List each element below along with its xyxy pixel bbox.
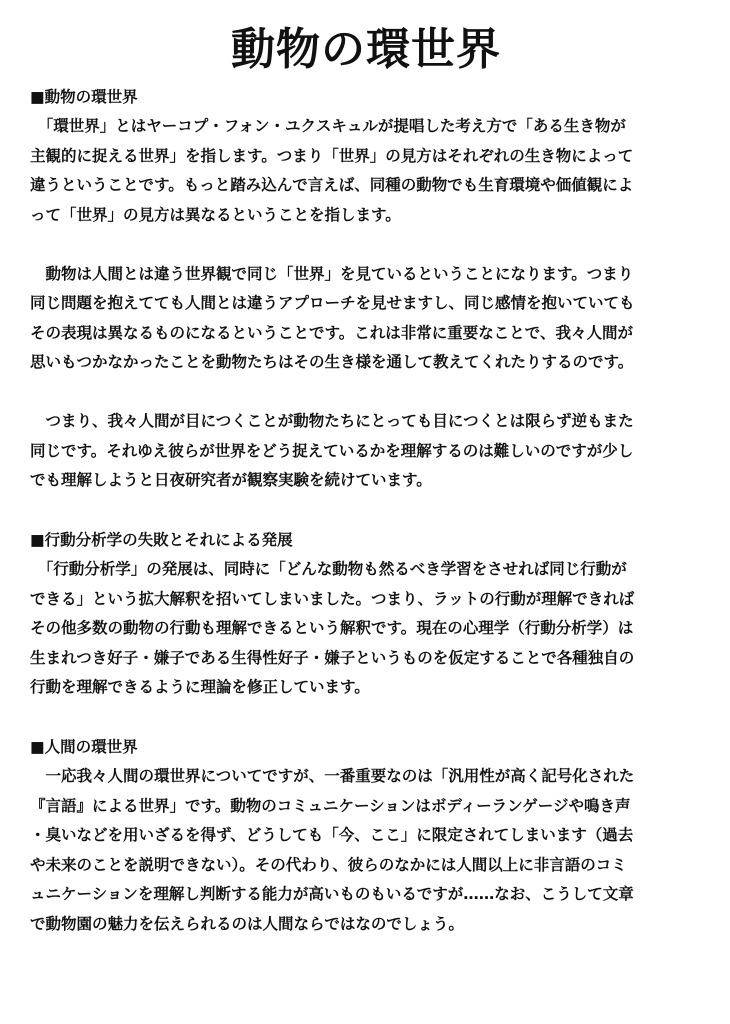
text-line: 違うということです。もっと踏み込んで言えば、同種の動物でも生育環境や価値観によ (30, 176, 634, 194)
text-line: で動物園の魅力を伝えられるのは人間ならではなのでしょう。 (30, 914, 464, 933)
section-heading: ■人間の環世界 (30, 738, 138, 756)
text-line: って「世界」の見方は異なるということを指します。 (30, 205, 401, 224)
paragraph (30, 555, 702, 703)
text-line: や未来のことを説明できない）。その代わり、彼らのなかには人間以上に非言語のコミ (30, 855, 627, 874)
paragraph (30, 407, 702, 496)
text-line: 思いもつかなかったことを動物たちはその生き様を通して教えてくれたりするのです。 (30, 353, 634, 371)
text-line: ュニケーションを理解し判断する能力が高いものもいるですが……なお、こうして文章 (30, 885, 634, 903)
paragraph-spacer (30, 703, 702, 733)
text-line: 「環世界」とはヤーコプ・フォン・ユクスキュルが提唱した考え方で「ある生き物が (30, 117, 626, 135)
section-heading: ■行動分析学の失敗とそれによる発展 (30, 531, 293, 549)
page-title: 動物の環世界 (231, 24, 501, 75)
text-line: つまり、我々人間が目につくことが動物たちにとっても目につくとは限らず逆もまた (30, 412, 634, 430)
text-line: できる」という拡大解釈を招いてしまいました。つまり、ラットの行動が理解できれば (30, 589, 635, 608)
text-line: 『言語』による世界」です。動物のコミュニケーションはボディーランゲージや鳴き声 (30, 796, 631, 815)
text-line: その表現は異なるものになるということです。これは非常に重要なことで、我々人間が (30, 323, 633, 342)
section-human-umwelt (30, 732, 702, 939)
section-heading: ■動物の環世界 (30, 88, 138, 106)
section-animal-umwelt (30, 82, 702, 525)
text-line: 同じ問題を抱えてても人間とは違うアプローチを見せますし、同じ感情を抱いていても (30, 294, 635, 312)
paragraph (30, 260, 702, 378)
text-line: 一応我々人間の環世界についてですが、一番重要なのは「汎用性が高く記号化された (30, 767, 635, 785)
text-line: でも理解しようと日夜研究者が観察実験を続けています。 (30, 471, 432, 489)
text-line: 主観的に捉える世界」を指します。つまり「世界」の見方はそれぞれの生き物によって (30, 146, 634, 165)
paragraph-spacer (30, 378, 702, 408)
paragraph (30, 762, 702, 939)
text-line: 生まれつき好子・嫌子である生得性好子・嫌子というものを仮定することで各種独自の (30, 648, 635, 667)
paragraph-spacer (30, 496, 702, 526)
section-behavior-analysis (30, 525, 702, 732)
document-page (30, 18, 702, 939)
text-line: 同じです。それゆえ彼らが世界をどう捉えているかを理解するのは難しいのですが少し (30, 441, 634, 460)
text-line: その他多数の動物の行動も理解できるという解釈です。現在の心理学（行動分析学）は (30, 619, 634, 637)
paragraph (30, 112, 702, 230)
text-line: ・臭いなどを用いざるを得ず、どうしても「今、ここ」に限定されてしまいます（過去 (30, 826, 634, 844)
text-line: 「行動分析学」の発展は、同時に「どんな動物も然るべき学習をさせれば同じ行動が (30, 560, 627, 578)
text-line: 行動を理解できるように理論を修正しています。 (30, 678, 370, 696)
paragraph-spacer (30, 230, 702, 260)
text-line: 動物は人間とは違う世界観で同じ「世界」を見ているということになります。つまり (30, 264, 634, 283)
